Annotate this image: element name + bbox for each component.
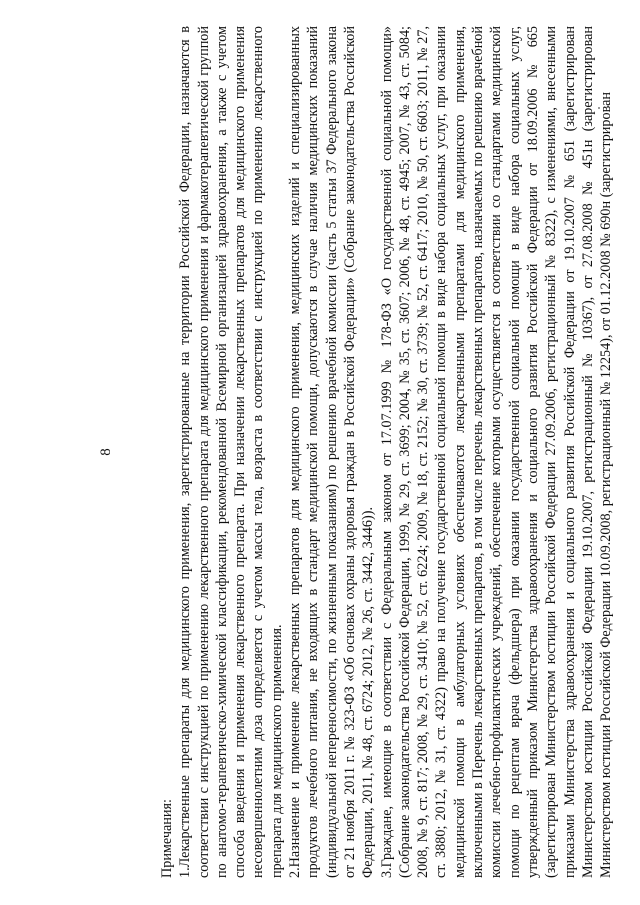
rotated-page-content [98,26,618,878]
note-3: 3.Граждане, имеющие в соответствии с Федеральным законом от 17.07.1999 № 178-ФЗ «О государственной социальной помощи» (Собрание законодательства Российской Федерации, 1999, № 29, ст. 3699; 2004, № 35, ст. 3607; 2006, № 48, ст. 4945; 2007, № 43, ст. 5084; 2008, № 9, ст. 817; 2008, № 29, ст. 3410; № 52, ст. 6224; 2009, № 18, ст. 2152; № 30, ст. 3739; № 52, ст. 6417; 2010, № 50, ст. 6603; 2011, № 27, ст. 3880; 2012, № 31, ст. 4322) право на получение государственной социальной помощи в виде набора социальных услуг, при оказании медицинской помощи в амбулаторных условиях обеспечиваются лекарственными препаратами для медицинского применения, включенными в Перечень лекарственных препаратов, в том числе перечень лекарственных препаратов, назначаемых по решению врачебной комиссии лечебно-профилактических учреждений, обеспечение которыми осуществляется в соответствии со стандартами медицинской помощи по рецептам врача (фельдшера) при оказании государственной социальной помощи в виде набора социальных услуг, утвержденный приказом Министерства здравоохранения и социального развития Российской Федерации от 18.09.2006 № 665 (зарегистрирован Министерством юстиции Российской Федерации 27.09.2006, регистрационный № 8322), с изменениями, внесенными приказами Министерства здравоохранения и социального развития Российской Федерации от 19.10.2007 № 651 (зарегистрирован Министерством юстиции Российской Федерации 19.10.2007, регистрационный № 10367), от 27.08.2008 № 451н (зарегистрирован Министерством юстиции Российской Федерации 10.09.2008, регистрационный № 12254), от 01.12.2008 № 690н (зарегистрирован [378,26,615,878]
page-number: 8 [98,448,114,456]
notes-body [158,26,615,878]
note-2: 2.Назначение и применение лекарственных препаратов для медицинского применения, медицинских изделий и специализированных продуктов лечебного питания, не входящих в стандарт медицинской помощи, допускаются в случае наличия медицинских показаний (индивидуальной непереносимости, по жизненным показаниям) по решению врачебной комиссии (часть 5 статьи 37 Федерального закона от 21 ноября 2011 г. № 323-ФЗ «Об основах охраны здоровья граждан в Российской Федерации» (Собрание законодательства Российской Федерации, 2011, № 48, ст. 6724; 2012, № 26, ст. 3442, 3446)). [287,26,377,878]
notes-heading: Примечания: [159,799,175,878]
note-1: 1.Лекарственные препараты для медицинского применения, зарегистрированные на территории Российской Федерации, назначаются в соответствии с инструкцией по применению лекарственного препарата для медицинского применения и фармакотерапевтической группой по анатомо-терапевтическо-химической классификации, рекомендованной Всемирной организацией здравоохранения, а также с учетом способа введения и применения лекарственного препарата. При назначении лекарственных препаратов для медицинского применения несовершеннолетним доза определяется с учетом массы тела, возраста в соответствии с инструкцией по применению лекарственного препарата для медицинского применения. [177,26,285,878]
